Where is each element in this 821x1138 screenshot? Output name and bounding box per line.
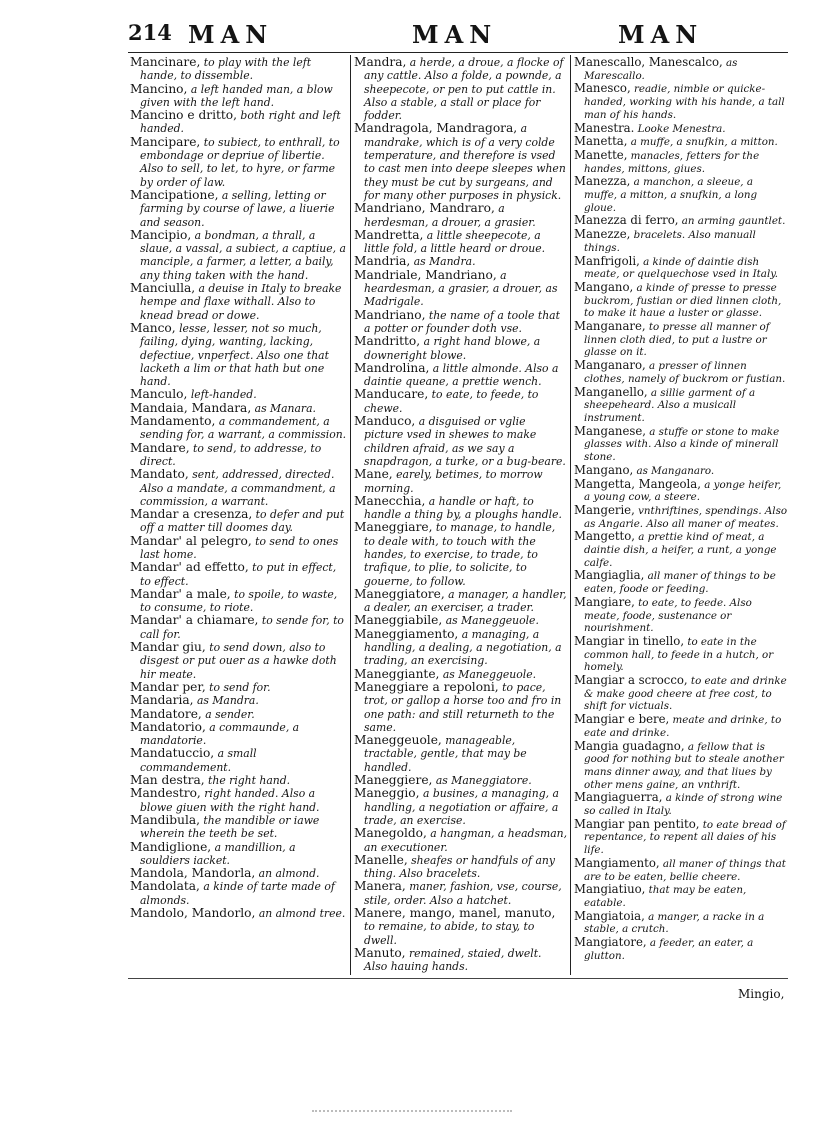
entry-headword: Mangiar in tinello, <box>574 633 685 648</box>
entry-definition: a deuise in Italy to breake hempe and flaxe withall. Also to knead bread or dowe. <box>140 282 342 322</box>
entry-headword: Mandestro, <box>130 786 201 801</box>
entry-definition: remained, staied, dwelt. Also hauing hands. <box>364 946 542 974</box>
dictionary-entry <box>354 362 568 389</box>
entry-definition: the mandible or iawe wherein the teeth be set. <box>140 813 320 841</box>
entry-headword: Mandar a cresenza, <box>130 507 253 522</box>
dictionary-entry <box>354 787 568 827</box>
entry-definition: to manage, to handle, to deale with, to touch with the handes, to exercise, to trade, to trafique, to plie, to solicite, to gouerne, to follow. <box>364 521 556 588</box>
dictionary-entry <box>574 596 788 635</box>
dictionary-entry <box>130 535 348 562</box>
dictionary-entry <box>574 281 788 320</box>
entry-headword: Mangiar pan pentito, <box>574 816 700 831</box>
entry-definition: to eate bread of repentance, to repent all daies of his life. <box>584 818 786 857</box>
entry-definition: an almond. <box>255 867 320 881</box>
entry-headword: Maneggiamento, <box>354 626 459 641</box>
entry-headword: Manestra. <box>574 120 635 135</box>
entry-headword: Maneggiante, <box>354 666 440 681</box>
entry-headword: Maneggiatore, <box>354 586 445 601</box>
dictionary-entry <box>354 734 568 774</box>
dictionary-entry <box>130 841 348 868</box>
entry-definition: as Manara. <box>251 401 316 415</box>
entry-headword: Mandriano, <box>354 307 426 322</box>
entry-definition: a right hand blowe, a downeright blowe. <box>364 335 541 362</box>
entry-definition: a managing, a handling, a dealing, a negotiation, a trading, an exercising. <box>364 627 562 668</box>
entry-definition: an arming gauntlet. <box>678 215 786 228</box>
dictionary-entry <box>574 175 788 214</box>
entry-definition: a disguised or vglie picture vsed in shewes to make children afraid, as we say a snapdragon, a turke, or a bug-beare. <box>364 415 566 468</box>
entry-definition: a kinde of presse to presse buckrom, fustian or died linnen cloth, to make it haue a luster or glasse. <box>584 281 782 320</box>
entry-headword: Manescallo, Manescalco, <box>574 56 723 69</box>
dictionary-entry <box>574 464 788 478</box>
entry-headword: Maneggiere, <box>354 773 433 788</box>
running-header <box>128 18 778 52</box>
entry-headword: Maneggiare, <box>354 520 433 535</box>
entry-headword: Mangerie, <box>574 502 635 517</box>
entry-headword: Mandriano, Mandraro, <box>354 201 495 216</box>
dictionary-entry <box>574 818 788 857</box>
dictionary-entry <box>354 588 568 615</box>
entry-definition: as Maneggiatore. <box>432 774 532 788</box>
entry-headword: Mangiaglia, <box>574 568 645 583</box>
entry-headword: Mandra, <box>354 56 407 69</box>
entry-definition: to subiect, to enthrall, to embondage or depriue of libertie. Also to sell, to let, to hyre, or farme by order of law. <box>140 135 340 189</box>
entry-headword: Manco, <box>130 320 176 335</box>
dictionary-entry <box>354 309 568 336</box>
entry-headword: Mane, <box>354 467 393 482</box>
entry-headword: Manganaro, <box>574 358 646 373</box>
entry-definition: to pace, trot, or gallop a horse too and fro in one path: and still returneth to the same. <box>364 680 562 734</box>
entry-definition: a manchon, a sleeue, a muffe, a mitton, a snufkin, a long gloue. <box>584 176 758 214</box>
dictionary-entry <box>574 791 788 817</box>
entry-headword: Mandola, Mandorla, <box>130 866 256 881</box>
entry-definition: all maner of things that are to be eaten, bellie cheere. <box>584 857 786 883</box>
dictionary-entry <box>354 56 568 122</box>
entry-definition: a herdesman, a drouer, a grasier. <box>364 202 536 229</box>
entry-definition: that may be eaten, eatable. <box>584 884 747 909</box>
dictionary-entry <box>354 628 568 668</box>
dictionary-entry <box>574 255 788 281</box>
entry-headword: Mandar' al pelegro, <box>130 533 252 548</box>
entry-definition: a manger, a racke in a stable, a crutch. <box>584 910 765 936</box>
entry-headword: Manciulla, <box>130 281 196 296</box>
dictionary-entry <box>574 910 788 936</box>
entry-headword: Mangiar a scrocco, <box>574 673 688 688</box>
entry-definition: maner, fashion, vse, course, stile, order. Also a hatchet. <box>364 880 562 907</box>
dictionary-entry <box>354 122 568 202</box>
dictionary-entry <box>354 495 568 522</box>
entry-definition: manageable, tractable, gentle, that may be handled. <box>364 734 527 774</box>
entry-definition: vnthriftines, spendings. Also as Angarie. Also all maner of meates. <box>584 504 788 530</box>
dictionary-entry <box>130 415 348 442</box>
dictionary-entry <box>130 282 348 322</box>
entry-headword: Mandaria, <box>130 693 194 708</box>
dictionary-entry <box>354 335 568 362</box>
entry-headword: Mandolo, Mandorlo, <box>130 906 256 920</box>
entry-headword: Manfrigoli, <box>574 253 640 268</box>
dictionary-entry <box>130 322 348 388</box>
dictionary-entry <box>130 468 348 508</box>
dictionary-entry <box>130 694 348 707</box>
entry-headword: Manducare, <box>354 387 429 402</box>
dictionary-entry <box>574 740 788 792</box>
column-divider <box>570 55 571 975</box>
dictionary-entry <box>574 386 788 425</box>
entry-definition: to send for. <box>205 680 271 694</box>
footer-rule <box>128 978 788 979</box>
dictionary-entry <box>354 255 568 268</box>
entry-headword: Mandiglione, <box>130 839 212 854</box>
entry-definition: a prettie kind of meat, a daintie dish, a heifer, a runt, a yonge calfe. <box>584 531 777 569</box>
entry-definition: as Maneggeuole. <box>439 667 537 681</box>
entry-definition: Looke Menestra. <box>634 122 726 135</box>
entry-headword: Mandare, <box>130 440 190 455</box>
entry-headword: Mandatorio, <box>130 719 206 734</box>
entry-definition: a kinde of daintie dish meate, or quelquechose vsed in Italy. <box>584 255 778 281</box>
dictionary-entry <box>574 936 788 962</box>
dictionary-entry <box>354 229 568 256</box>
entry-definition: lesse, lesser, not so much, failing, dying, wanting, lacking, defectiue, vnperfect. Also one that lacketh a lim or that hath but one hand. <box>140 321 329 389</box>
entry-headword: Manesco, <box>574 81 631 96</box>
scan-artifact <box>312 1110 512 1118</box>
entry-definition: a fellow that is good for nothing but to steale another mans dinner away, and that liues by other mens gaine, an vnthrift. <box>584 740 784 791</box>
entry-definition: bracelets. Also manuall things. <box>584 229 756 254</box>
dictionary-entry <box>574 228 788 254</box>
entry-definition: a heardesman, a grasier, a drouer, as Madrigale. <box>364 268 558 309</box>
header-title-right: MAN <box>618 20 704 49</box>
entry-definition: a handle or haft, to handle a thing by, a ploughs handle. <box>364 494 562 522</box>
header-title-left: MAN <box>188 20 274 49</box>
entry-headword: Mangiamento, <box>574 855 660 870</box>
page-number: 214 <box>128 20 172 45</box>
entry-headword: Manganare, <box>574 319 646 334</box>
dictionary-entry <box>130 561 348 588</box>
entry-headword: Mandar' a male, <box>130 586 231 601</box>
entry-definition: to play with the left hande, to dissemble. <box>140 56 312 83</box>
entry-headword: Mandar' ad effetto, <box>130 560 249 575</box>
entry-headword: Mangiare, <box>574 594 635 609</box>
entry-definition: a muffe, a snufkin, a mitton. <box>627 136 778 149</box>
dictionary-entry <box>574 478 788 504</box>
entry-definition: to put in effect, to effect. <box>140 561 337 588</box>
dictionary-entry <box>130 229 348 282</box>
entry-headword: Mangetta, Mangeola, <box>574 476 701 491</box>
entry-definition: a busines, a managing, a handling, a negotiation or affaire, a trade, an exercise. <box>364 787 559 827</box>
entry-definition: an almond tree. <box>255 907 346 920</box>
entry-definition: meate and drinke, to eate and drinke. <box>584 714 782 739</box>
entry-headword: Manezza di ferro, <box>574 213 679 228</box>
entry-headword: Manere, mango, manel, manuto, <box>354 906 556 920</box>
dictionary-column-left <box>130 56 348 974</box>
entry-definition: to eate, to feede. Also meate, foode, sustenance or nourishment. <box>584 596 752 635</box>
entry-headword: Mancinare, <box>130 56 201 69</box>
entry-definition: to spoile, to waste, to consume, to riote. <box>140 587 338 615</box>
header-title-center: MAN <box>412 20 498 49</box>
entry-headword: Mangiar e bere, <box>574 712 670 727</box>
entry-definition: a left handed man, a blow given with the left hand. <box>140 82 333 109</box>
dictionary-entry <box>130 508 348 535</box>
entry-headword: Maneggiabile, <box>354 613 443 628</box>
entry-headword: Mangiaguerra, <box>574 790 663 805</box>
entry-headword: Manetta, <box>574 134 628 149</box>
dictionary-entry <box>130 708 348 721</box>
dictionary-entry <box>130 109 348 136</box>
dictionary-entry <box>130 747 348 774</box>
dictionary-entry <box>130 402 348 415</box>
dictionary-entry <box>574 425 788 464</box>
dictionary-entry <box>130 83 348 110</box>
entry-definition: a herde, a droue, a flocke of any cattle. Also a folde, a pownde, a sheepecote, or pen to put cattle in. Also a stable, a stall or place for fodder. <box>364 56 564 123</box>
entry-definition: to eate and drinke & make good cheere at free cost, to shift for victuals. <box>584 675 787 713</box>
entry-headword: Mancino e dritto, <box>130 108 237 123</box>
dictionary-entry <box>574 504 788 530</box>
entry-headword: Mandato, <box>130 467 189 482</box>
dictionary-column-right <box>574 56 788 974</box>
dictionary-entry <box>574 530 788 569</box>
entry-headword: Manegoldo, <box>354 826 427 841</box>
dictionary-entry <box>574 674 788 713</box>
dictionary-entry <box>574 82 788 121</box>
entry-definition: a mandrake, which is of a very colde temperature, and therefore is vsed to cast men into deepe sleepes when they must be cut by surgeans, and for many other purposes in physick. <box>364 122 566 202</box>
dictionary-entry <box>130 721 348 748</box>
entry-headword: Manecchia, <box>354 493 426 508</box>
dictionary-entry <box>130 641 348 681</box>
entry-definition: a feeder, an eater, a glutton. <box>584 937 754 962</box>
entry-headword: Mandolata, <box>130 879 200 894</box>
entry-definition: sheafes or handfuls of any thing. Also bracelets. <box>364 853 555 881</box>
entry-headword: Mandaia, Mandara, <box>130 400 252 415</box>
dictionary-entry <box>130 787 348 814</box>
entry-headword: Mandar giu, <box>130 640 206 655</box>
entry-headword: Mangia guadagno, <box>574 738 685 753</box>
entry-definition: as Maneggeuole. <box>442 614 539 628</box>
entry-definition: earely, betimes, to morrow morning. <box>364 468 543 495</box>
entry-definition: the name of a toole that a potter or founder doth vse. <box>364 308 560 335</box>
entry-definition: as Marescallo. <box>584 57 738 82</box>
entry-headword: Maneggio, <box>354 786 420 801</box>
entry-definition: a selling, letting or farming by course of lawe, a liuerie and season. <box>140 188 335 229</box>
entry-definition: right handed. Also a blowe giuen with the right hand. <box>140 787 320 814</box>
dictionary-entry <box>354 614 568 627</box>
dictionary-entry <box>354 468 568 495</box>
entry-definition: the right hand. <box>204 774 291 788</box>
entry-definition: a small commandement. <box>140 747 257 774</box>
entry-headword: Manganello, <box>574 384 648 399</box>
dictionary-entry <box>354 880 568 907</box>
entry-definition: a little sheepecote, a little fold, a little heard or droue. <box>364 228 546 256</box>
entry-headword: Mancipare, <box>130 134 201 149</box>
entry-headword: Manette, <box>574 147 628 162</box>
entry-headword: Mangiatoia, <box>574 908 645 923</box>
entry-headword: Mangiatiuo, <box>574 882 646 897</box>
dictionary-entry <box>354 681 568 734</box>
entry-headword: Mandar' a chiamare, <box>130 613 259 628</box>
dictionary-entry <box>574 214 788 228</box>
dictionary-entry <box>130 136 348 189</box>
dictionary-entry <box>130 880 348 907</box>
entry-definition: a bondman, a thrall, a slaue, a vassal, a subiect, a captiue, a manciple, a farmer, a letter, a baily, any thing taken with the hand. <box>140 228 346 282</box>
entry-headword: Mandatore, <box>130 706 202 721</box>
entry-headword: Maneggeuole, <box>354 733 442 748</box>
dictionary-entry <box>130 588 348 615</box>
entry-headword: Manganese, <box>574 423 646 438</box>
dictionary-entry <box>574 56 788 82</box>
entry-definition: a manager, a handler, a dealer, an exerciser, a trader. <box>364 587 567 615</box>
entry-definition: a commandement, a sending for, a warrant, a commission. <box>140 415 347 442</box>
entry-headword: Mandretta, <box>354 227 424 242</box>
entry-definition: as Mandra. <box>193 694 259 708</box>
entry-headword: Mandrolina, <box>354 360 430 375</box>
entry-definition: both right and left handed. <box>140 109 341 136</box>
dictionary-entry <box>130 614 348 641</box>
entry-headword: Mandriale, Mandriano, <box>354 267 497 282</box>
entry-definition: a hangman, a headsman, an executioner. <box>364 827 568 854</box>
dictionary-entry <box>130 907 348 920</box>
entry-headword: Maneggiare a repoloni, <box>354 679 499 694</box>
entry-headword: Mandar per, <box>130 679 206 694</box>
dictionary-entry <box>130 867 348 880</box>
dictionary-entry <box>354 388 568 415</box>
entry-definition: to defer and put off a matter till doomes day. <box>140 508 345 535</box>
column-divider <box>350 55 351 975</box>
dictionary-entry <box>574 569 788 595</box>
entry-definition: a yonge heifer, a young cow, a steere. <box>584 478 782 504</box>
dictionary-entry <box>130 56 348 83</box>
entry-definition: to eate, to feede, to chewe. <box>364 388 539 415</box>
dictionary-entry <box>130 442 348 469</box>
dictionary-entry <box>574 122 788 136</box>
dictionary-entry <box>130 681 348 694</box>
entry-headword: Mandamento, <box>130 414 216 429</box>
entry-headword: Manduco, <box>354 414 416 429</box>
entry-headword: Mancipio, <box>130 227 192 242</box>
entry-definition: a presser of linnen clothes, namely of buckrom or fustian. <box>584 360 786 385</box>
entry-headword: Mandibula, <box>130 812 200 827</box>
entry-definition: a kinde of tarte made of almonds. <box>140 880 335 907</box>
dictionary-entry <box>130 814 348 841</box>
entry-headword: Mangano, <box>574 462 634 477</box>
dictionary-entry <box>574 883 788 909</box>
entry-headword: Mangano, <box>574 279 634 294</box>
entry-definition: a sillie garment of a sheepeheard. Also a musicall instrument. <box>584 386 756 424</box>
entry-definition: sent, addressed, directed. Also a mandate, a commandment, a commission, a warrant. <box>140 468 336 508</box>
entry-headword: Mangiatore, <box>574 935 647 950</box>
dictionary-entry <box>354 521 568 587</box>
entry-definition: to presse all manner of linnen cloth died, to put a lustre or glasse on it. <box>584 321 770 359</box>
dictionary-entry <box>574 635 788 674</box>
entry-headword: Manculo, <box>130 387 188 402</box>
entry-definition: a kinde of strong wine so called in Italy. <box>584 792 783 818</box>
dictionary-entry <box>130 388 348 401</box>
entry-headword: Mandritto, <box>354 334 421 349</box>
entry-definition: a mandillion, a souldiers iacket. <box>140 840 296 867</box>
catchword: Mingio, <box>738 987 785 1001</box>
dictionary-entry <box>354 269 568 309</box>
dictionary-entry <box>130 774 348 787</box>
dictionary-entry <box>354 668 568 681</box>
entry-headword: Mandatuccio, <box>130 746 215 761</box>
entry-headword: Manera, <box>354 879 406 894</box>
entry-definition: a little almonde. Also a daintie queane, a prettie wench. <box>364 361 559 389</box>
dictionary-entry <box>574 857 788 883</box>
entry-headword: Manuto, <box>354 945 406 960</box>
entry-definition: to sende for, to call for. <box>140 614 344 641</box>
entry-definition: left-handed. <box>187 388 257 402</box>
dictionary-entry <box>354 907 568 947</box>
entry-headword: Manezza, <box>574 174 631 189</box>
entry-headword: Mancipatione, <box>130 187 219 202</box>
entry-headword: Man destra, <box>130 773 205 788</box>
dictionary-entry <box>354 854 568 881</box>
entry-definition: a sender. <box>201 707 255 721</box>
entry-headword: Manezze, <box>574 227 631 242</box>
dictionary-entry <box>574 359 788 385</box>
dictionary-entry <box>574 320 788 359</box>
entry-headword: Mangetto, <box>574 529 636 544</box>
entry-headword: Manelle, <box>354 852 408 867</box>
entry-definition: all maner of things to be eaten, foode or feeding. <box>584 570 776 596</box>
entry-definition: manacles, fetters for the handes, mittons, giues. <box>584 149 760 175</box>
entry-headword: Mandria, <box>354 254 411 269</box>
entry-definition: to send down, also to disgest or put ouer as a hawke doth hir meate. <box>140 641 337 681</box>
entry-headword: Mandragola, Mandragora, <box>354 121 518 136</box>
entry-definition: as Mandra. <box>410 255 476 269</box>
entry-definition: to send to ones last home. <box>140 534 339 561</box>
entry-headword: Mancino, <box>130 81 188 96</box>
dictionary-entry <box>354 827 568 854</box>
dictionary-entry <box>354 947 568 974</box>
dictionary-entry <box>354 202 568 229</box>
entry-definition: to remaine, to abide, to stay, to dwell. <box>364 920 535 947</box>
dictionary-entry <box>354 774 568 787</box>
entry-definition: a commaunde, a mandatorie. <box>140 720 300 748</box>
header-rule <box>128 52 788 53</box>
dictionary-entry <box>574 135 788 149</box>
entry-definition: readie, nimble or quicke-handed, working with his hande, a tall man of his hands. <box>584 83 785 121</box>
dictionary-column-center <box>354 56 568 974</box>
dictionary-entry <box>130 189 348 229</box>
dictionary-entry <box>354 415 568 468</box>
entry-definition: to eate in the common hall, to feede in a hutch, or homely. <box>584 635 774 674</box>
dictionary-entry <box>574 149 788 175</box>
entry-definition: to send, to addresse, to direct. <box>140 441 322 468</box>
dictionary-entry <box>574 713 788 739</box>
entry-definition: a stuffe or stone to make glasses with. Also a kinde of minerall stone. <box>584 425 780 464</box>
entry-definition: as Manganaro. <box>633 464 715 477</box>
